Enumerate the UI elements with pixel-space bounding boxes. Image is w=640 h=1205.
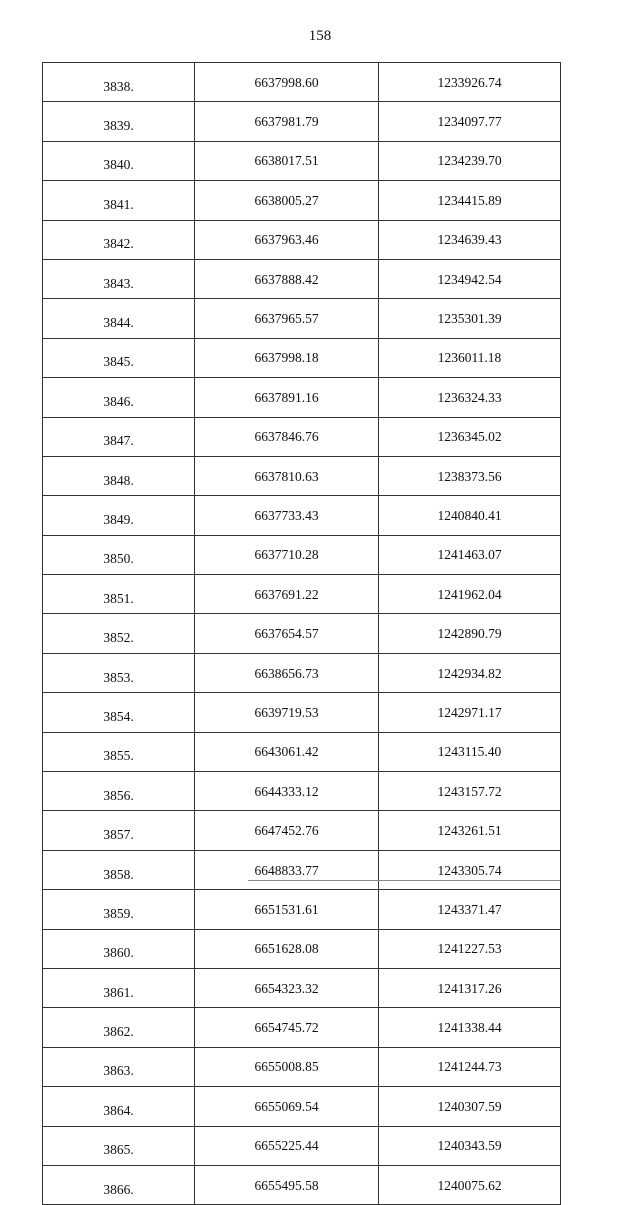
point-number-cell: [43, 1008, 195, 1047]
y-coordinate-cell: 1243157.72: [379, 772, 561, 811]
table-row: [43, 850, 561, 889]
x-coordinate-cell: 6637654.57: [195, 614, 379, 653]
point-number-cell: [43, 614, 195, 653]
table-row: [43, 63, 561, 102]
coordinates-table-body: [43, 63, 561, 1205]
x-coordinate-cell: 6638656.73: [195, 653, 379, 692]
point-number-text: 3855.: [103, 748, 134, 764]
table-row: [43, 653, 561, 692]
table-row: [43, 732, 561, 771]
point-number-text: 3847.: [103, 433, 134, 449]
x-coordinate-cell: 6654323.32: [195, 968, 379, 1007]
point-number-text: 3850.: [103, 551, 134, 567]
point-number-text: 3842.: [103, 236, 134, 252]
table-row: [43, 1126, 561, 1165]
point-number-cell: [43, 102, 195, 141]
point-number-cell: [43, 338, 195, 377]
x-coordinate-cell: 6654745.72: [195, 1008, 379, 1047]
y-coordinate-cell: 1241227.53: [379, 929, 561, 968]
point-number-text: 3861.: [103, 984, 134, 1000]
point-number-cell: [43, 63, 195, 102]
y-coordinate-cell: 1238373.56: [379, 456, 561, 495]
y-coordinate-cell: 1242890.79: [379, 614, 561, 653]
table-row: [43, 535, 561, 574]
x-coordinate-cell: 6639719.53: [195, 693, 379, 732]
y-coordinate-cell: 1233926.74: [379, 63, 561, 102]
table-row: [43, 1087, 561, 1126]
x-coordinate-cell: 6651628.08: [195, 929, 379, 968]
point-number-text: 3844.: [103, 315, 134, 331]
point-number-cell: [43, 890, 195, 929]
point-number-text: 3849.: [103, 511, 134, 527]
point-number-cell: [43, 968, 195, 1007]
table-row: [43, 968, 561, 1007]
table-row: [43, 456, 561, 495]
point-number-text: 3856.: [103, 787, 134, 803]
point-number-cell: [43, 929, 195, 968]
table-row: [43, 929, 561, 968]
point-number-cell: [43, 378, 195, 417]
point-number-text: 3862.: [103, 1024, 134, 1040]
y-coordinate-cell: 1240075.62: [379, 1165, 561, 1204]
point-number-text: 3841.: [103, 196, 134, 212]
point-number-cell: [43, 1047, 195, 1086]
point-number-cell: [43, 456, 195, 495]
point-number-text: 3843.: [103, 275, 134, 291]
point-number-cell: [43, 220, 195, 259]
y-coordinate-cell: 1241338.44: [379, 1008, 561, 1047]
point-number-text: 3846.: [103, 393, 134, 409]
table-row: [43, 811, 561, 850]
table-row: [43, 141, 561, 180]
point-number-text: 3840.: [103, 157, 134, 173]
y-coordinate-cell: 1241244.73: [379, 1047, 561, 1086]
point-number-text: 3857.: [103, 827, 134, 843]
point-number-cell: [43, 496, 195, 535]
x-coordinate-cell: 6638005.27: [195, 181, 379, 220]
y-coordinate-cell: 1234239.70: [379, 141, 561, 180]
point-number-cell: [43, 1126, 195, 1165]
y-coordinate-cell: 1243371.47: [379, 890, 561, 929]
point-number-text: 3864.: [103, 1102, 134, 1118]
y-coordinate-cell: 1241962.04: [379, 575, 561, 614]
table-row: [43, 772, 561, 811]
y-coordinate-cell: 1243305.74: [379, 850, 561, 889]
point-number-cell: [43, 693, 195, 732]
point-number-cell: [43, 141, 195, 180]
y-coordinate-cell: 1234639.43: [379, 220, 561, 259]
point-number-text: 3848.: [103, 472, 134, 488]
table-row: [43, 1008, 561, 1047]
point-number-cell: [43, 653, 195, 692]
coordinates-table: [42, 62, 561, 1205]
table-row: [43, 259, 561, 298]
x-coordinate-cell: 6655495.58: [195, 1165, 379, 1204]
y-coordinate-cell: 1236345.02: [379, 417, 561, 456]
table-row: [43, 693, 561, 732]
x-coordinate-cell: 6648833.77: [195, 850, 379, 889]
table-row: [43, 102, 561, 141]
bottom-rule: [248, 880, 560, 881]
point-number-text: 3863.: [103, 1063, 134, 1079]
point-number-cell: [43, 732, 195, 771]
table-row: [43, 417, 561, 456]
y-coordinate-cell: 1236324.33: [379, 378, 561, 417]
y-coordinate-cell: 1243261.51: [379, 811, 561, 850]
point-number-text: 3851.: [103, 590, 134, 606]
y-coordinate-cell: 1242934.82: [379, 653, 561, 692]
x-coordinate-cell: 6637891.16: [195, 378, 379, 417]
y-coordinate-cell: 1243115.40: [379, 732, 561, 771]
x-coordinate-cell: 6638017.51: [195, 141, 379, 180]
x-coordinate-cell: 6647452.76: [195, 811, 379, 850]
point-number-text: 3853.: [103, 669, 134, 685]
point-number-cell: [43, 1087, 195, 1126]
table-row: [43, 378, 561, 417]
point-number-cell: [43, 299, 195, 338]
y-coordinate-cell: 1240840.41: [379, 496, 561, 535]
table-row: [43, 1165, 561, 1204]
point-number-text: 3845.: [103, 354, 134, 370]
y-coordinate-cell: 1240307.59: [379, 1087, 561, 1126]
point-number-text: 3852.: [103, 630, 134, 646]
table-row: [43, 496, 561, 535]
point-number-cell: [43, 850, 195, 889]
x-coordinate-cell: 6643061.42: [195, 732, 379, 771]
x-coordinate-cell: 6637998.60: [195, 63, 379, 102]
point-number-cell: [43, 417, 195, 456]
x-coordinate-cell: 6655069.54: [195, 1087, 379, 1126]
table-row: [43, 614, 561, 653]
point-number-cell: [43, 772, 195, 811]
table-row: [43, 220, 561, 259]
y-coordinate-cell: 1241463.07: [379, 535, 561, 574]
point-number-cell: [43, 1165, 195, 1204]
point-number-text: 3866.: [103, 1181, 134, 1197]
x-coordinate-cell: 6655225.44: [195, 1126, 379, 1165]
point-number-text: 3865.: [103, 1142, 134, 1158]
point-number-text: 3858.: [103, 866, 134, 882]
point-number-cell: [43, 181, 195, 220]
x-coordinate-cell: 6637963.46: [195, 220, 379, 259]
y-coordinate-cell: 1240343.59: [379, 1126, 561, 1165]
point-number-cell: [43, 811, 195, 850]
point-number-text: 3854.: [103, 708, 134, 724]
x-coordinate-cell: 6637691.22: [195, 575, 379, 614]
table-row: [43, 299, 561, 338]
y-coordinate-cell: 1234942.54: [379, 259, 561, 298]
page-number: 158: [308, 28, 332, 44]
x-coordinate-cell: 6637710.28: [195, 535, 379, 574]
point-number-text: 3838.: [103, 78, 134, 94]
x-coordinate-cell: 6655008.85: [195, 1047, 379, 1086]
x-coordinate-cell: 6637888.42: [195, 259, 379, 298]
table-row: [43, 1047, 561, 1086]
table-row: [43, 890, 561, 929]
table-row: [43, 338, 561, 377]
x-coordinate-cell: 6637981.79: [195, 102, 379, 141]
y-coordinate-cell: 1241317.26: [379, 968, 561, 1007]
x-coordinate-cell: 6637733.43: [195, 496, 379, 535]
x-coordinate-cell: 6637998.18: [195, 338, 379, 377]
x-coordinate-cell: 6644333.12: [195, 772, 379, 811]
point-number-cell: [43, 259, 195, 298]
y-coordinate-cell: 1236011.18: [379, 338, 561, 377]
point-number-text: 3859.: [103, 905, 134, 921]
y-coordinate-cell: 1234097.77: [379, 102, 561, 141]
y-coordinate-cell: 1235301.39: [379, 299, 561, 338]
x-coordinate-cell: 6651531.61: [195, 890, 379, 929]
y-coordinate-cell: 1242971.17: [379, 693, 561, 732]
x-coordinate-cell: 6637810.63: [195, 456, 379, 495]
x-coordinate-cell: 6637846.76: [195, 417, 379, 456]
table-row: [43, 181, 561, 220]
point-number-text: 3839.: [103, 118, 134, 134]
x-coordinate-cell: 6637965.57: [195, 299, 379, 338]
y-coordinate-cell: 1234415.89: [379, 181, 561, 220]
table-row: [43, 575, 561, 614]
point-number-cell: [43, 575, 195, 614]
point-number-cell: [43, 535, 195, 574]
point-number-text: 3860.: [103, 945, 134, 961]
